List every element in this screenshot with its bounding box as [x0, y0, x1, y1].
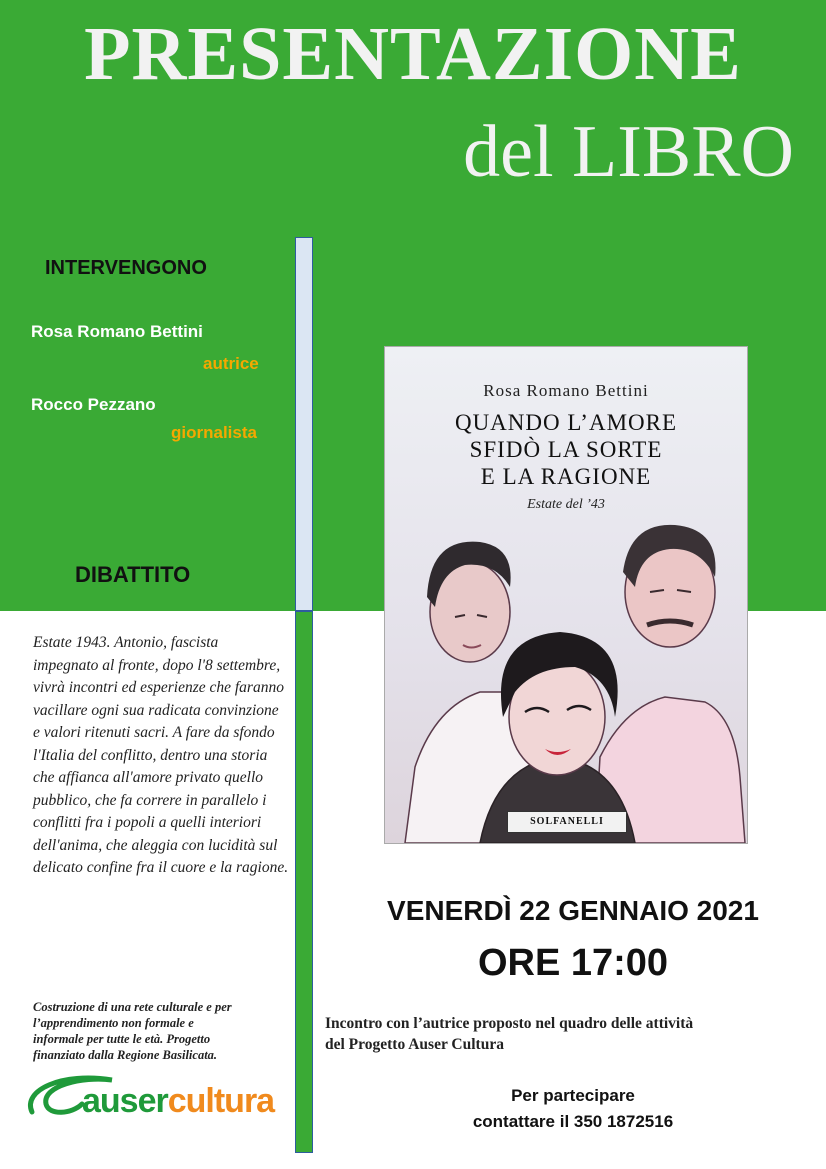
title-presentazione: PRESENTAZIONE [84, 12, 742, 96]
speaker-role-1: autrice [203, 354, 259, 373]
book-cover [384, 346, 748, 844]
cover-title-line: QUANDO L’AMORE [454, 410, 678, 435]
synopsis-line: che affianca all'amore privato quello [33, 769, 264, 786]
footnote-line: finanziato dalla Regione Basilicata. [33, 1048, 218, 1062]
cover-publisher: SOLFANELLI [507, 811, 627, 833]
intro-line: Incontro con l’autrice proposto nel quadro delle attività [325, 1015, 694, 1032]
debate-heading: DIBATTITO [75, 562, 191, 587]
cover-title-line: E LA RAGIONE [480, 464, 652, 489]
cover-subtitle: Estate del ’43 [527, 497, 605, 512]
synopsis-line: Estate 1943. Antonio, fascista [33, 634, 219, 651]
vertical-divider-top [295, 237, 313, 611]
synopsis-line: e valori ritenuti sacri. A fare da sfondo [33, 724, 275, 741]
cover-title [385, 409, 747, 490]
synopsis-line: dell'anima, che aleggia con lucidità sul [33, 836, 278, 854]
footnote-line: informale per tutte le età. Progetto [33, 1032, 211, 1046]
book-synopsis [33, 632, 291, 880]
event-time: ORE 17:00 [477, 942, 669, 984]
event-contact [320, 1083, 826, 1135]
logo-part-auser: auser [82, 1082, 168, 1120]
synopsis-line: conflitti fra i popoli a quelli interiori [33, 814, 262, 831]
synopsis-line: vacillare ogni sua radicata convinzione [33, 701, 279, 719]
speaker-name-1: Rosa Romano Bettini [31, 322, 203, 341]
synopsis-line: delicato confine fra il cuore e la ragione. [33, 859, 289, 876]
footnote-line: Costruzione di una rete culturale e per [33, 1000, 232, 1014]
vertical-divider-bottom [295, 611, 313, 1153]
title-del-libro: del LIBRO [463, 111, 794, 193]
footnote-line: l’apprendimento non formale e [33, 1016, 194, 1030]
contact-line-2: contattare il 350 1872516 [472, 1112, 674, 1131]
speakers-heading: INTERVENGONO [45, 257, 207, 279]
cover-author: Rosa Romano Bettini [483, 381, 649, 400]
synopsis-line: pubblico, che fa correre in parallelo i [33, 791, 267, 809]
cover-illustration [385, 517, 747, 843]
event-date: VENERDÌ 22 GENNAIO 2021 [387, 895, 759, 926]
project-footnote [33, 999, 295, 1063]
speaker-role-2: giornalista [171, 423, 257, 442]
event-intro [325, 1013, 815, 1055]
synopsis-line: impegnato al fronte, dopo l'8 settembre, [33, 656, 281, 674]
cover-title-line: SFIDÒ LA SORTE [469, 437, 663, 462]
logo-wordmark [82, 1082, 274, 1121]
synopsis-line: vivrà incontri ed esperienze che faranno [33, 679, 284, 696]
synopsis-line: l'Italia del conflitto, dentro una storia [33, 746, 268, 764]
speaker-name-2: Rocco Pezzano [31, 395, 156, 414]
logo-part-cultura: cultura [167, 1082, 275, 1120]
contact-line-1: Per partecipare [511, 1086, 635, 1105]
intro-line: del Progetto Auser Cultura [325, 1036, 504, 1053]
auser-cultura-logo [22, 1070, 294, 1130]
